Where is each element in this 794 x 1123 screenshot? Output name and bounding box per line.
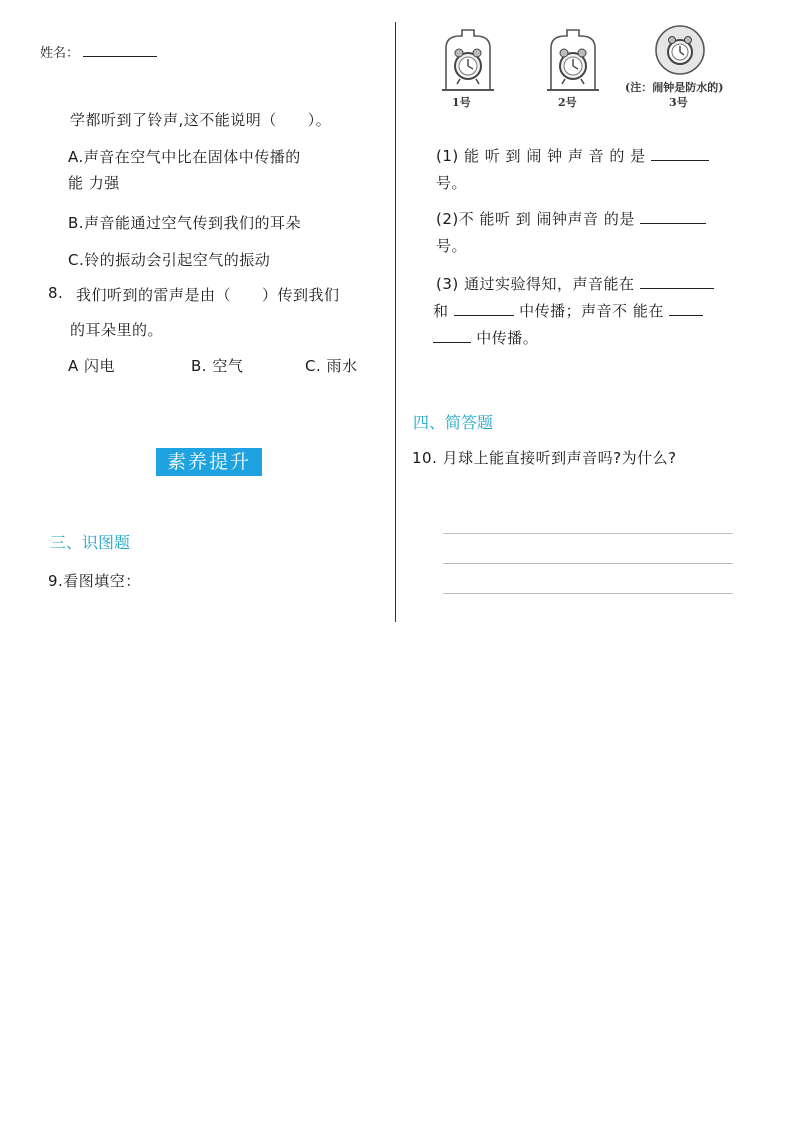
q8-option-c: C. 雨水 — [305, 357, 358, 375]
q9-3-line1 — [436, 273, 714, 294]
q7-option-b: B.声音能通过空气传到我们的耳朵 — [68, 214, 302, 232]
q8-option-a: A 闪电 — [68, 357, 116, 375]
q9-prompt: 9.看图填空： — [48, 572, 141, 590]
column-divider — [395, 22, 396, 622]
section4-title: 四、简答题 — [413, 413, 494, 432]
q9-1 — [436, 145, 709, 166]
q8-option-b: B. 空气 — [191, 357, 244, 375]
q9-3-line3-text: 中传播。 — [476, 329, 539, 347]
q9-3-blank-3[interactable] — [669, 300, 703, 316]
jar-1-label: 1号 — [452, 96, 471, 109]
q9-3-line2 — [433, 300, 703, 321]
q9-3-line3 — [433, 327, 538, 348]
q9-2 — [436, 208, 706, 229]
jar-2-label: 2号 — [558, 96, 577, 109]
name-blank[interactable] — [83, 43, 157, 57]
q9-3-line1-text: (3) 通过实验得知，声音能在 — [436, 275, 635, 293]
q7-option-a-line1: A.声音在空气中比在固体中传播的 — [68, 148, 301, 166]
q9-2-cont: 号。 — [436, 237, 468, 255]
bell-jar-2-figure — [543, 26, 603, 92]
bell-jar-1-figure — [438, 26, 498, 92]
jar-3-note: (注：闹钟是防水的) — [625, 81, 724, 94]
q9-3-blank-2[interactable] — [454, 300, 514, 316]
q9-2-text: (2)不 能听 到 闹钟声音 的是 — [436, 210, 635, 228]
answer-line-2[interactable] — [443, 563, 733, 564]
name-label: 姓名： — [40, 46, 80, 61]
q9-1-blank[interactable] — [651, 145, 709, 161]
q9-1-text: (1) 能 听 到 闹 钟 声 音 的 是 — [436, 147, 646, 165]
q8-line1: 我们听到的雷声是由（ ）传到我们 — [76, 286, 340, 304]
q9-3-blank-4[interactable] — [433, 327, 471, 343]
q8-number: 8. — [48, 284, 64, 302]
name-field — [40, 42, 157, 61]
q9-3-blank-1[interactable] — [640, 273, 714, 289]
q7-tail: 学都听到了铃声,这不能说明（ ）。 — [70, 111, 332, 129]
q8-line2: 的耳朵里的。 — [70, 321, 164, 339]
q9-3-line2-and: 和 — [433, 302, 449, 320]
answer-line-3[interactable] — [443, 593, 733, 594]
q9-3-line2-text: 中传播；声音不 能在 — [519, 302, 664, 320]
literacy-banner: 素养提升 — [156, 448, 262, 476]
answer-line-1[interactable] — [443, 533, 733, 534]
jar-3-label: 3号 — [669, 96, 688, 109]
q7-option-c: C.铃的振动会引起空气的振动 — [68, 251, 271, 269]
section3-title: 三、识图题 — [50, 533, 131, 552]
q9-1-cont: 号。 — [436, 174, 468, 192]
q9-2-blank[interactable] — [640, 208, 706, 224]
q7-option-a-line2: 能 力强 — [68, 174, 120, 192]
q10-prompt: 10. 月球上能直接听到声音吗?为什么? — [412, 449, 677, 467]
water-jar-3-figure — [650, 24, 710, 76]
